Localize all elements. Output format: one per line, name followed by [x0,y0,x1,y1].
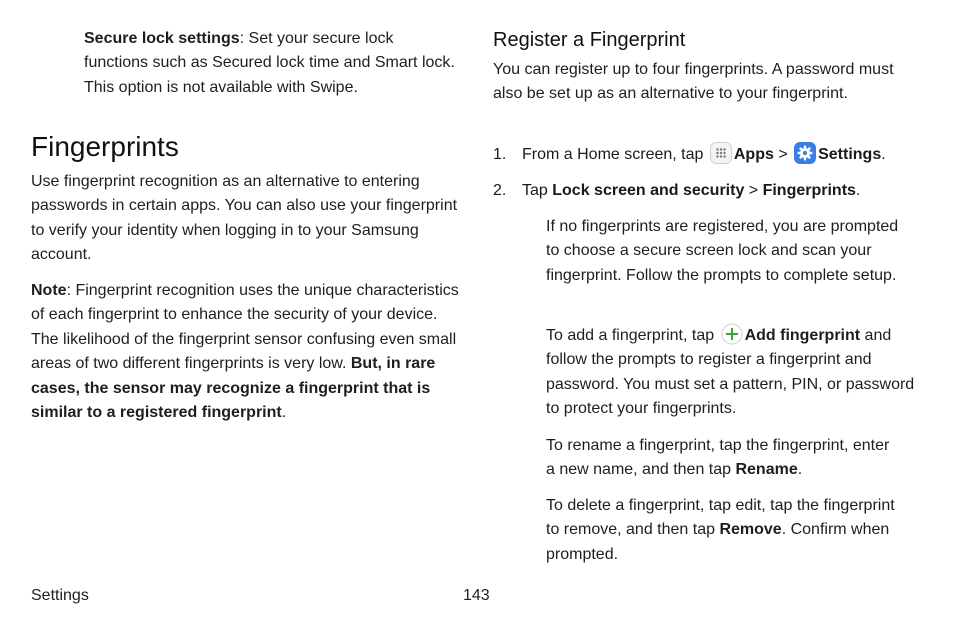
add-fingerprint-label: Add fingerprint [744,327,861,344]
note-warning: But, in rare cases, the sensor may recognize a fingerprint that is similar to a registered fingerprint [31,355,436,422]
register-fingerprint-heading: Register a Fingerprint [493,29,686,51]
page-number: 143 [463,587,490,604]
add-plus-icon [721,323,743,345]
secure-lock-settings-text: Secure lock settings: Set your secure lock functions such as Secured lock time and Smart lock. This option is not available with Swipe. [84,30,455,96]
add-fingerprint-paragraph: To add a fingerprint, tap Add fingerprint and follow the prompts to register a fingerprint and password. You must set a pattern, PIN, or password to protect your fingerprints. [546,324,918,422]
fingerprints-heading: Fingerprints [31,131,179,162]
fingerprint-note: Note: Fingerprint recognition uses the unique characteristics of each fingerprint to enhance the security of your device. The likelihood of the fingerprint sensor confusing even small areas of two different fingerprints is very low. But, in rare cases, the sensor may recognize a fingerprint that is similar to a registered fingerprint. [31,282,459,422]
note-label: Note [31,282,67,299]
footer-section-name: Settings [31,587,89,604]
delete-fingerprint-paragraph: To delete a fingerprint, tap edit, tap the fingerprint to remove, and then tap Remove. Confirm when prompted. [546,497,895,563]
settings-label: Settings [818,146,882,163]
register-intro: You can register up to four fingerprints. A password must also be set up as an alternative to your fingerprint. [493,61,894,103]
no-fingerprints-paragraph: If no fingerprints are registered, you are prompted to choose a secure screen lock and scan your fingerprint. Follow the prompts to complete setup. [546,218,899,284]
step-2: 2. Tap Lock screen and security > Fingerprints. [493,179,923,203]
rename-label: Rename [735,461,798,479]
fingerprints-intro: Use fingerprint recognition as an alternative to entering passwords in certain apps. You can also use your fingerprint to verify your identity when logging in to your Samsung account. [31,173,458,264]
step-2-number: 2. [493,182,507,199]
lock-screen-security-label: Lock screen and security [552,182,745,199]
step-1-number: 1. [493,146,507,163]
step-1: 1. From a Home screen, tap Apps > Settings. [493,143,923,167]
settings-gear-icon [794,142,816,164]
apps-label: Apps [733,146,774,163]
apps-grid-icon [710,142,732,164]
secure-lock-settings-term: Secure lock settings [84,30,240,47]
fingerprints-label: Fingerprints [762,182,856,199]
rename-fingerprint-paragraph: To rename a fingerprint, tap the fingerprint, enter a new name, and then tap Rename. [546,437,890,479]
remove-label: Remove [719,521,782,539]
